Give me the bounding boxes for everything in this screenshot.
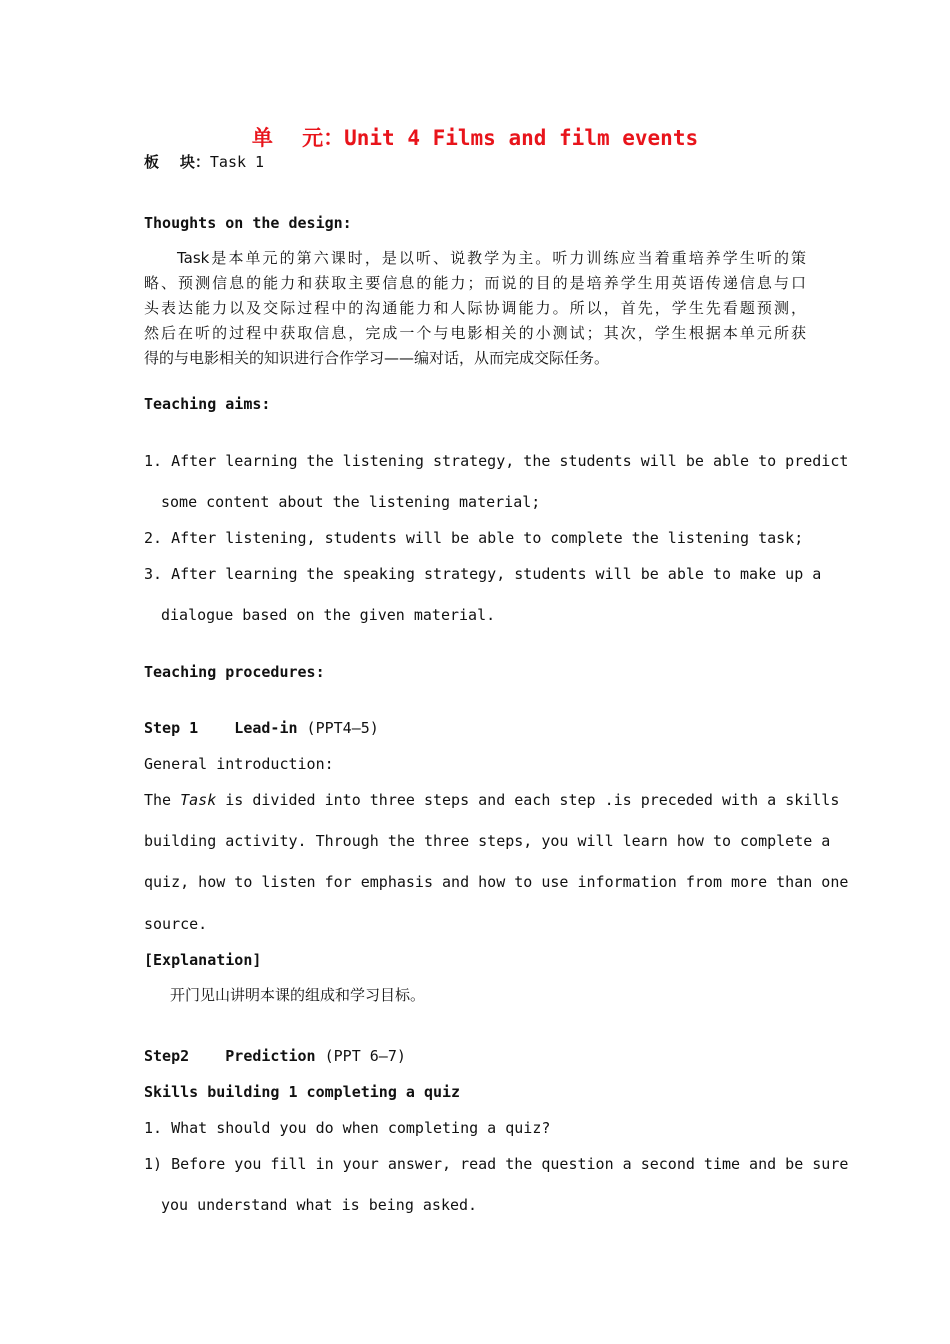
module-value: Task 1: [209, 153, 265, 171]
step2-ppt: (PPT 6—7): [315, 1047, 406, 1065]
design-line: 略、预测信息的能力和获取主要信息的能力；而说的目的是培养学生用英语传递信息与口: [144, 274, 806, 292]
explanation-text: 开门见山讲明本课的组成和学习目标。: [170, 986, 426, 1004]
unit-title: [0, 125, 950, 151]
step1-paragraph-line-2: building activity. Through the three steps, you will learn how to complete a: [144, 832, 831, 850]
unit-title-label: 单 元：: [251, 126, 345, 150]
procedures-heading: Teaching procedures:: [144, 663, 325, 681]
question-1: 1. What should you do when completing a quiz?: [144, 1119, 551, 1137]
design-line: 得的与电影相关的知识进行合作学习——编对话，从而完成交际任务。: [144, 349, 610, 367]
module-label: 板 块：: [144, 153, 210, 171]
design-line: 头表达能力以及交际过程中的沟通能力和人际协调能力。所以，首先，学生先看题预测，: [144, 299, 806, 317]
skills-building-heading: Skills building 1 completing a quiz: [144, 1083, 461, 1101]
step1-label: Step 1 Lead-in: [144, 719, 298, 737]
step1-paragraph-line-3: quiz, how to listen for emphasis and how to use information from more than one: [144, 873, 849, 891]
step1-p1-pre: The: [144, 791, 181, 809]
step1-paragraph-line-4: source.: [144, 915, 208, 933]
step1-p1-post: is divided into three steps and each step .is preceded with a skills: [216, 791, 840, 809]
unit-title-text: Unit 4 Films and film events: [344, 126, 699, 150]
step2-heading: [144, 1046, 806, 1066]
aim-3-line-1: 3. After learning the speaking strategy, students will be able to make up a: [144, 565, 822, 583]
general-introduction: General introduction:: [144, 755, 334, 773]
answer-1-line-1: 1) Before you fill in your answer, read the question a second time and be sure: [144, 1155, 849, 1173]
aims-heading: Teaching aims:: [144, 395, 271, 413]
module-line: [144, 152, 806, 172]
answer-1-line-2: you understand what is being asked.: [161, 1196, 478, 1214]
aim-3-line-2: dialogue based on the given material.: [161, 606, 496, 624]
aim-2: 2. After listening, students will be able to complete the listening task;: [144, 529, 804, 547]
step1-paragraph-line-1: [144, 790, 840, 810]
step1-ppt: (PPT4—5): [297, 719, 379, 737]
aim-1-line-1: 1. After learning the listening strategy, the students will be able to predict: [144, 452, 849, 470]
step2-label: Step2 Prediction: [144, 1047, 316, 1065]
step1-p1-task: Task: [180, 791, 217, 809]
design-heading: Thoughts on the design:: [144, 214, 352, 232]
design-line: Task是本单元的第六课时，是以听、说教学为主。听力训练应当着重培养学生听的策: [177, 249, 806, 267]
design-line: 然后在听的过程中获取信息，完成一个与电影相关的小测试；其次，学生根据本单元所获: [144, 324, 806, 342]
explanation-heading: [Explanation]: [144, 951, 262, 969]
step1-heading: [144, 718, 806, 738]
aim-1-line-2: some content about the listening material;: [161, 493, 541, 511]
